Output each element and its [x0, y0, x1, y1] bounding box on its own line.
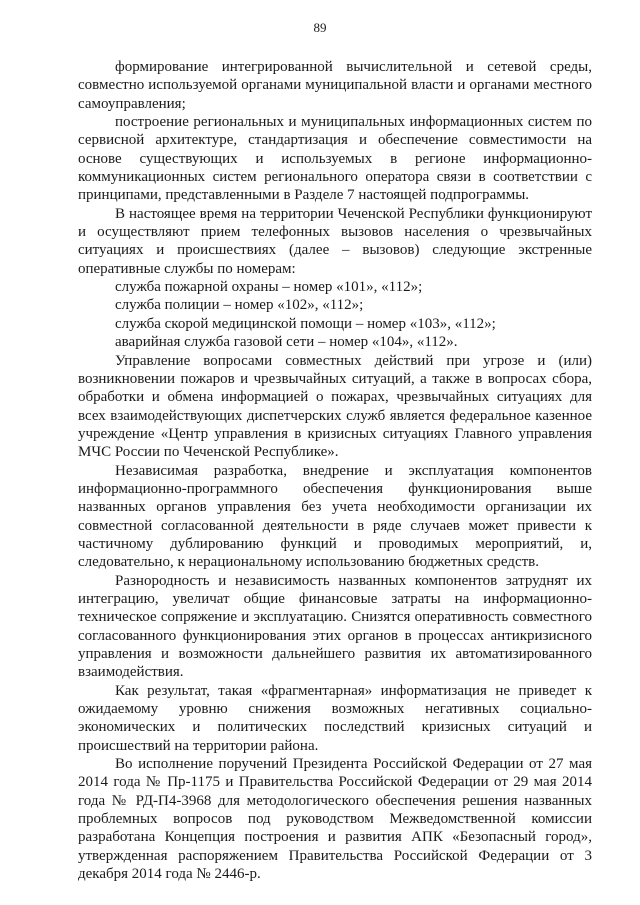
page-number: 89: [313, 20, 327, 35]
paragraph: построение региональных и муниципальных информационных систем по сервисной архитектуре, стандартизация и обеспечение совместимости на основе существующих и используемых в регионе информационно-коммуникационных систем регионального оператора связи в соответствии с принципами, представленными в Разделе 7 настоящей подпрограммы.: [78, 114, 592, 204]
service-list-item: служба скорой медицинской помощи – номер «103», «112»;: [115, 315, 496, 332]
paragraph: Независимая разработка, внедрение и эксплуатация компонентов информационно-программного обеспечения функционирования выше названных органов управления без учета необходимости организации их совместной согласованной деятельности в ряде случаев может привести к частичному дублированию функций и проводимых мероприятий, и, следовательно, к нерациональному использованию бюджетных средств.: [78, 462, 592, 571]
paragraph: Управление вопросами совместных действий при угрозе и (или) возникновении пожаров и чрезвычайных ситуаций, а также в вопросах сбора, обработки и обмена информацией о пожарах, чрезвычайных ситуациях для всех взаимодействующих диспетчерских служб является федеральное казенное учреждение «Центр управления в кризисных ситуациях Главного управления МЧС России по Чеченской Республике».: [78, 352, 592, 461]
service-list-item: служба полиции – номер «102», «112»;: [115, 297, 364, 314]
paragraph: В настоящее время на территории Чеченской Республики функционируют и осуществляют прием телефонных вызовов населения о чрезвычайных ситуациях и происшествиях (далее – вызовов) следующие экстренные оперативные службы по номерам:: [78, 205, 592, 277]
paragraph: формирование интегрированной вычислительной и сетевой среды, совместно используемой органами муниципальной власти и органами местного самоуправления;: [78, 59, 592, 112]
paragraph: Как результат, такая «фрагментарная» информатизация не приведет к ожидаемому уровню снижения возможных негативных социально-экономических и политических последствий кризисных ситуаций и происшествий на территории района.: [78, 682, 592, 754]
paragraph: Во исполнение поручений Президента Российской Федерации от 27 мая 2014 года № Пр-1175 и Правительства Российской Федерации от 29 мая 2014 года № РД-П4-3968 для методологического обеспечения решения названных проблемных вопросов под руководством Межведомственной комиссии разработана Концепция построения и развития АПК «Безопасный город», утвержденная распоряжением Правительства Российской Федерации от 3 декабря 2014 года № 2446-р.: [78, 756, 592, 883]
document-body: [78, 58, 592, 883]
service-list-item: аварийная служба газовой сети – номер «104», «112».: [115, 334, 458, 351]
paragraph: Разнородность и независимость названных компонентов затруднят их интеграцию, увеличат общие финансовые затраты на информационно-техническое сопряжение и эксплуатацию. Снизятся оперативность совместного согласованного функционирования этих органов в процессах антикризисного управления и возможности дальнейшего развития их автоматизированного взаимодействия.: [78, 572, 592, 681]
service-list-item: служба пожарной охраны – номер «101», «112»;: [115, 279, 423, 296]
